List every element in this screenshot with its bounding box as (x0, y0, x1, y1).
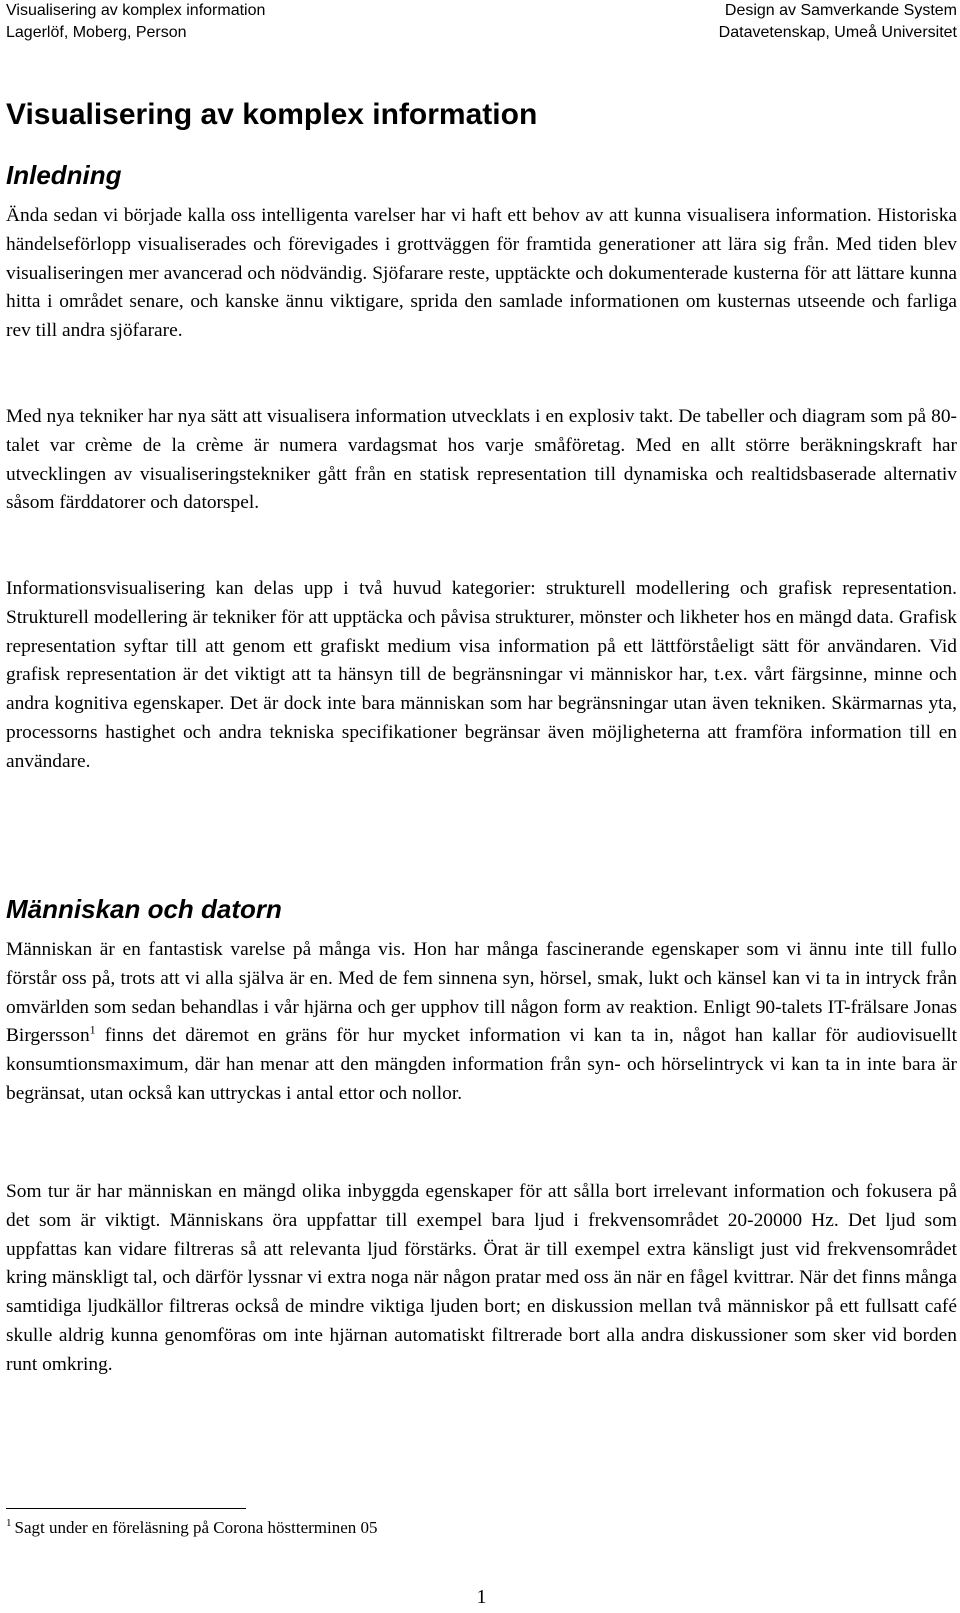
footnote-mark: 1 (6, 1517, 12, 1530)
footnote (6, 1516, 378, 1540)
page-number: 1 (476, 1586, 487, 1608)
header-course-name: Design av Samverkande System (724, 2, 957, 19)
paragraph-text-before-ref: Människan är en fantastisk varelse på många vis. Hon har många fascinerande egenskaper som vi ännu inte till fullo förstår oss på, trots att vi alla själva är en. Med de fem sinnena syn, hörsel, smak, lukt och känsel kan vi ta in intryck från omvärlden som sedan behandlas i vår hjärna och ger upphov till någon form av reaktion. Enligt 90-talets IT-frälsare Jonas Birgersson (6, 939, 957, 1047)
paragraph-inledning-2: Med nya tekniker har nya sätt att visualisera information utvecklats i en explosiv takt. De tabeller och diagram som på 80-talet var crème de la crème är numera vardagsmat hos varje småföretag. Med en allt större beräkningskraft har utvecklingen av visualiseringstekniker gått från en statisk representation till dynamiska och realtidsbaserade alternativ såsom färddatorer och datorspel. (6, 406, 957, 514)
header-right (719, 0, 957, 44)
paragraph-manniskan-2: Som tur är har människan en mängd olika inbyggda egenskaper för att sålla bort irrelevant information och fokusera på det som är viktigt. Människans öra uppfattar till exempel bara ljud i frekvensområdet 20-20000 Hz. Det ljud som uppfattas kan vidare filtreras så att relevanta ljud förstärks. Örat är till exempel extra känsligt just vid frekvensområdet kring mänskligt tal, och därför lyssnar vi extra noga när någon pratar med oss än när en fågel kvittrar. När det finns många samtidiga ljudkällor filtreras också de mindre viktiga ljuden bort; en diskussion mellan två människor på ett fullsatt café skulle aldrig kunna genomföras om inte hjärnan automatiskt filtrerade bort alla andra diskussioner som sker vid borden runt omkring. (6, 1181, 957, 1375)
footnote-separator (6, 1508, 246, 1509)
paragraph-inledning-3: Informationsvisualisering kan delas upp i två huvud kategorier: strukturell modellering och grafisk representation. Strukturell modellering är tekniker för att upptäcka och påvisa strukturer, mönster och likheter hos en mängd data. Grafisk representation syftar till att genom ett grafiskt medium visa information på ett lättförståeligt sätt för användaren. Vid grafisk representation är det viktigt att ta hänsyn till de begränsningar vi människor har, t.ex. vårt färgsinne, minne och andra kognitiva egenskaper. Det är dock inte bara människan som har begränsningar utan även tekniken. Skärmarnas yta, processorns hastighet och andra tekniska specifikationer begränsar även möjligheterna att framföra information till en användare. (6, 578, 957, 772)
heading-manniskan-och-datorn: Människan och datorn (6, 894, 282, 924)
header-left (6, 0, 265, 44)
footnote-reference[interactable]: 1 (89, 1022, 96, 1037)
header-department: Datavetenskap, Umeå Universitet (718, 24, 957, 41)
heading-inledning: Inledning (6, 160, 122, 190)
paragraph-text-after-ref: finns det däremot en gräns för hur mycket information vi kan ta in, något han kallar för audiovisuellt konsumtionsmaximum, där han menar att den mängden information från syn- och hörselintryck vi kan ta in inte bara är begränsat, utan också kan uttryckas i antal ettor och nollor. (6, 1025, 957, 1104)
paragraph-inledning-1: Ända sedan vi började kalla oss intelligenta varelser har vi haft ett behov av att kunna visualisera information. Historiska händelseförlopp visualiserades och förevigades i grottväggen för framtida generationer att lära sig från. Med tiden blev visualiseringen mer avancerad och nödvändig. Sjöfarare reste, upptäckte och dokumenterade kusterna för att lättare kunna hitta i området senare, och kanske ännu viktigare, sprida den samlade informationen om kusternas utseende och farliga rev till andra sjöfarare. (6, 205, 957, 342)
header-authors: Lagerlöf, Moberg, Person (6, 24, 187, 41)
document-title: Visualisering av komplex information (6, 98, 538, 131)
footnote-text: Sagt under en föreläsning på Corona höstterminen 05 (14, 1518, 378, 1537)
header-course-title: Visualisering av komplex information (6, 2, 266, 19)
paragraph-manniskan-1 (6, 936, 957, 1109)
